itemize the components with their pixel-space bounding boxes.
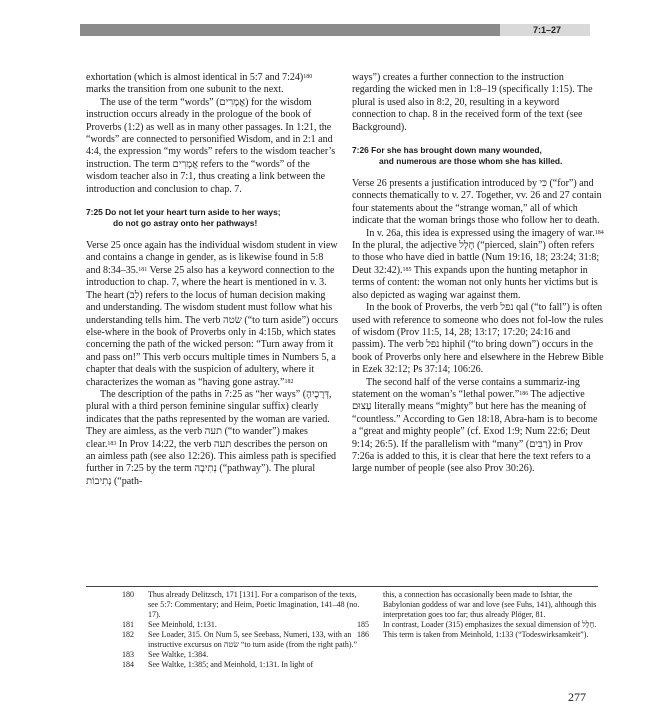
paragraph: exhortation (which is almost identical in 5:7 and 7:24)$^{180}$ marks the transition from one subunit to the next. <box>86 72 313 96</box>
right-column <box>352 72 604 476</box>
verse-heading-line: 7:25 Do not let your heart turn aside to her ways; <box>86 207 281 218</box>
footnote: 183 See Waltke, 1:384. <box>122 650 209 659</box>
footnote: 181 See Meinhold, 1:131. <box>122 620 217 629</box>
footnote-divider <box>86 586 598 587</box>
footnote-ref[interactable]: 182 <box>284 378 294 385</box>
footnote-ref[interactable]: 181 <box>138 266 148 273</box>
footnote: 184 See Waltke, 1:385; and Meinhold, 1:131. In light of <box>122 660 314 669</box>
footnote-continuation: this, a connection has occasionally been made to Ishtar, the Babylonian goddess of war and love (see Fuhs, 141), although this interpretation goes too far; thus already Plöger, 81. <box>383 590 597 619</box>
footnote: 186 This term is taken from Meinhold, 1:133 (“Todeswirksamkeit”). <box>357 630 589 639</box>
paragraph: The use of the term “words” (אֲמָרִים) for the wisdom instruction occurs already in the prologue of the book of Proverbs (1:2) as well as in many other passages. In 1:21, the “words” are connected to personified Wisdom, and in 2:1 and 4:4, the expression “my words” refers to the wisdom teacher’s instruction. The term אֲמָרִים refers to the “words” of the wisdom teacher also in 7:1, thus creating a link between the introduction and conclusion to chap. 7. <box>86 96 336 195</box>
paragraph: The second half of the verse contains a summariz-ing statement on the woman’s “lethal power.”$^{186}$ The adjective עָצוּם literally means “mighty” but here has the meaning of “countless.” According to Gen 18:18, Abra-ham is to become a “great and mighty people” (cf. Exod 1:9; Num 22:6; Deut 9:14; 26:5). If the parallelism with “many” (רַבִּים) in Prov 7:26a is added to this, it is clear that here the text refers to a large number of people (see also Prov 30:26). <box>352 376 598 475</box>
paragraph: ways”) creates a further connection to the instruction regarding the wicked men in 1:8–19 (specifically 1:15). The plural is used also in 8:2, 20, resulting in a keyword connection to chap. 8 in the received form of the text (see Background). <box>352 72 593 133</box>
footnote: 180 Thus already Delitzsch, 171 [131]. For a comparison of the texts, see 5:7: Commentary; and Heim, Poetic Imagination, 141–48 (no. 17). <box>122 590 360 619</box>
page-number: 277 <box>568 690 586 704</box>
footnote-ref[interactable]: 186 <box>519 390 529 397</box>
paragraph: The description of the paths in 7:25 as “her ways” (דְּרָכֶיהָ, plural with a third person feminine singular suffix) clearly indicates that the paths represented by the woman are varied. They are aimless, as the verb תעה (“to wander”) makes clear.$^{183}$ In Prov 14:22, the verb תעה describes the person on an aimless path (see also 12:26). This aimless path is specified further in 7:25 by the term נְתִיבָה (“pathway”). The plural נְתִיבוֹת (“path- <box>86 388 337 487</box>
footnote: 185 In contrast, Loader (315) emphasizes the sexual dimension of חָלָל. <box>357 620 597 629</box>
footnote-ref[interactable]: 180 <box>303 74 313 80</box>
footnote-ref[interactable]: 185 <box>402 266 412 273</box>
verse-heading <box>352 145 604 166</box>
paragraph: Verse 25 once again has the individual wisdom student in view and contains a change in gender, as is likewise found in 5:8 and 8:34–35.$^{181}$ Verse 25 also has a keyword connection to the introduction to chap. 7, where the heart is mentioned in v. 3. The heart (לֵב) refers to the locus of human decision making and understanding. The wisdom student must follow what his understanding tells him. The verb שׂטה (“to turn aside”) occurs else-where in the book of Proverbs only in 4:15b, which states concerning the path of the wicked person: “Turn away from it and pass on!” This verb occurs multiple times in Numbers 5, a chapter that deals with the suspicion of adultery, where it characterizes the woman as “having gone astray.”$^{182}$ <box>86 240 338 388</box>
footnote-ref[interactable]: 184 <box>594 229 604 236</box>
footnotes-left <box>120 590 365 670</box>
verse-heading-line: do not go astray onto her pathways! <box>113 217 258 228</box>
footnote-ref[interactable]: 183 <box>107 440 117 447</box>
running-head: 7:1–27 <box>532 25 562 35</box>
footnotes-right <box>355 590 600 640</box>
paragraph: Verse 26 presents a justification introduced by כִּי (“for”) and connects thematically to v. 27. Together, vv. 26 and 27 contain four statements about the “strange woman,” all of which indicate that the woman brings those who follow her to death. <box>352 178 602 227</box>
left-column <box>86 72 338 488</box>
verse-heading-line: and numerous are those whom she has killed. <box>379 155 563 166</box>
verse-heading-line: 7:26 For she has brought down many wounded, <box>352 145 542 156</box>
paragraph: In v. 26a, this idea is expressed using the imagery of war.$^{184}$ In the plural, the adjective חָלָל (“pierced, slain”) often refers to those who have died in battle (Num 19:16, 18; 23:24; 31:8; Deut 32:42).$^{185}$ This expands upon the hunting metaphor in terms of content: the woman not only hunts her victims but is also depicted as waging war against them. <box>352 227 604 301</box>
footnote: 182 See Loader, 315. On Num 5, see Seebass, Numeri, 133, with an instructive excursus on שׂטה “to turn aside (from the right path).” <box>122 630 358 649</box>
verse-heading <box>86 207 338 228</box>
paragraph: In the book of Proverbs, the verb נפל qal (“to fall”) is often used with reference to someone who does not fol-low the rules of wisdom (Prov 11:5, 14, 28; 13:17; 17:20; 24:16 and passim). The verb נפל hiphil (“to bring down”) occurs in the book of Proverbs only here and elsewhere in the Hebrew Bible in Ezek 32:12; Ps 37:14; 106:26. <box>352 302 604 376</box>
